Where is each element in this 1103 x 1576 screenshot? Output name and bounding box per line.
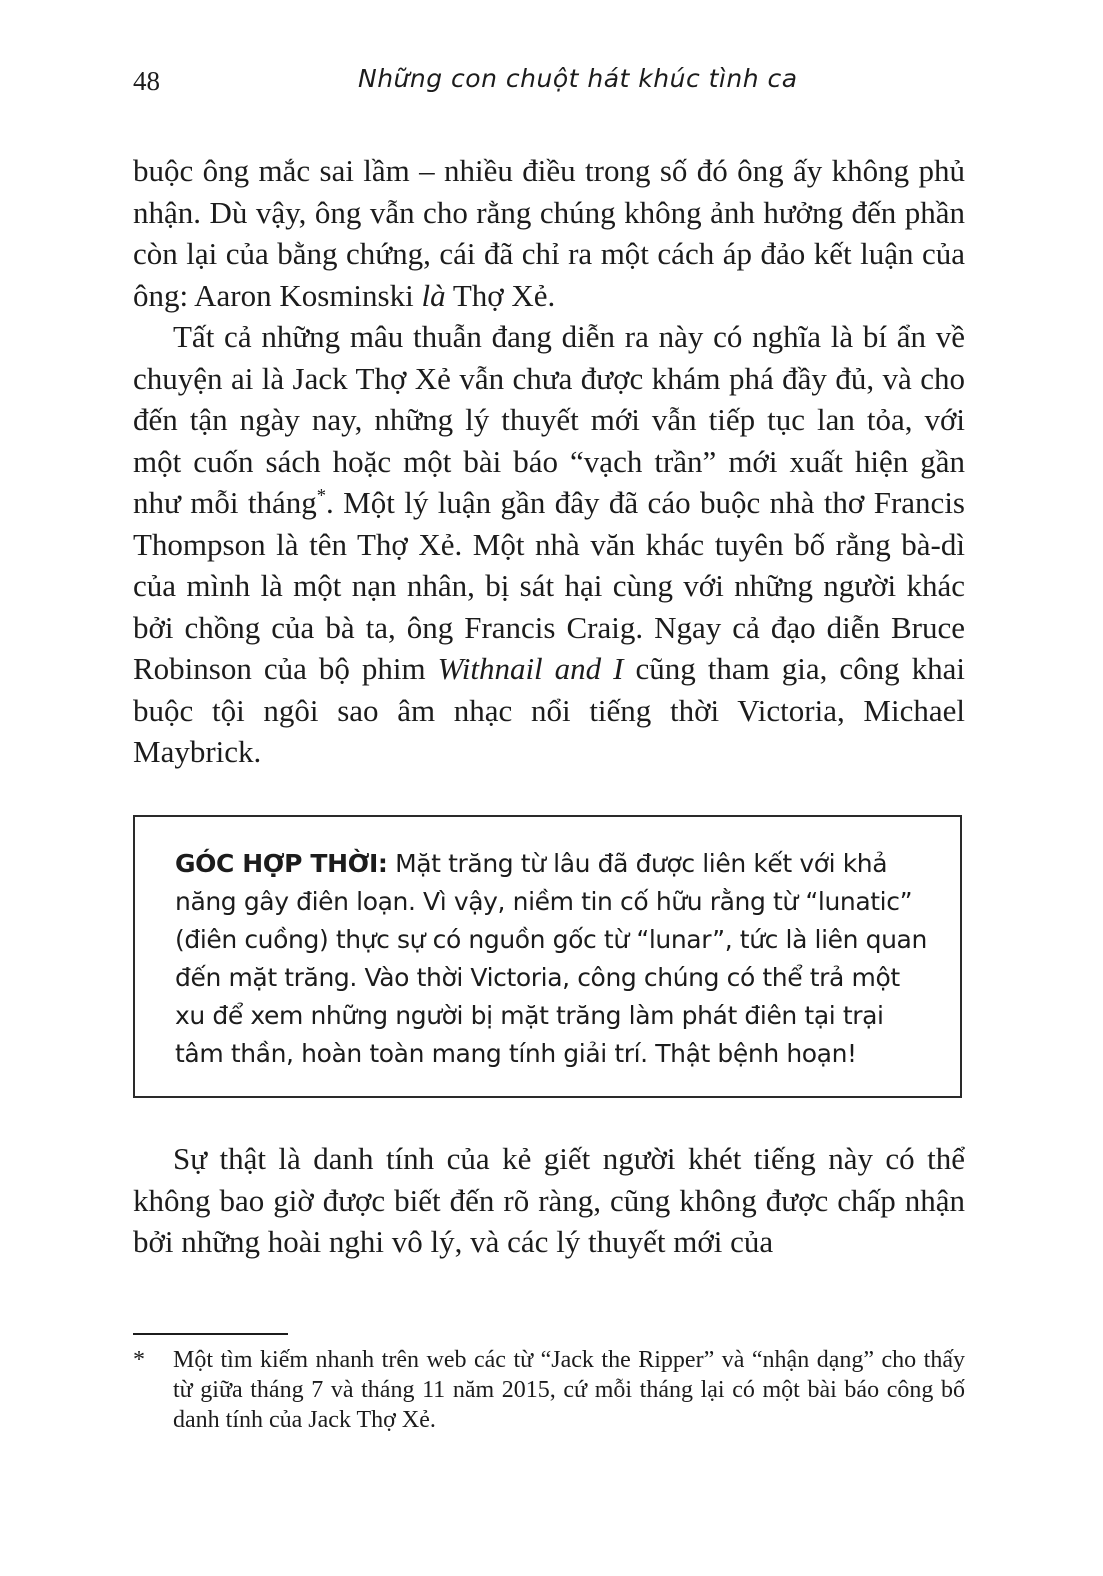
sidebar-body: Mặt trăng từ lâu đã được liên kết với khả năng gây điên loạn. Vì vậy, niềm tin cố hữu rằng từ “lunatic” (điên cuồng) thực sự có nguồn gốc từ “lunar”, tức là liên quan đến mặt trăng. Vào thời Victoria, công chúng có thể trả một xu để xem những người bị mặt trăng làm phát điên tại trại tâm thần, hoàn toàn mang tính giải trí. Thật bệnh hoạn! — [175, 849, 927, 1068]
page-header — [133, 66, 963, 110]
footnote-marker: * — [133, 1347, 145, 1373]
body-text-top — [133, 150, 965, 773]
footnote-text: Một tìm kiếm nhanh trên web các từ “Jack the Ripper” và “nhận dạng” cho thấy từ giữa tháng 7 và tháng 11 năm 2015, cứ mỗi tháng lại có một bài báo công bố danh tính của Jack Thợ Xẻ. — [173, 1347, 965, 1433]
footnote-divider — [133, 1333, 288, 1335]
film-title: Withnail and I — [437, 651, 624, 686]
footnote — [133, 1345, 965, 1435]
sidebar-box — [133, 815, 962, 1098]
paragraph-2: Tất cả những mâu thuẫn đang diễn ra này có nghĩa là bí ẩn về chuyện ai là Jack Thợ Xẻ vẫn chưa được khám phá đầy đủ, và cho đến tận ngày nay, những lý thuyết mới vẫn tiếp tục lan tỏa, với một cuốn sách hoặc một bài báo “vạch trần” mới xuất hiện gần như mỗi tháng*. Một lý luận gần đây đã cáo buộc nhà thơ Francis Thompson là tên Thợ Xẻ. Một nhà văn khác tuyên bố rằng bà-dì của mình là một nạn nhân, bị sát hại cùng với những người khác bởi chồng của bà ta, ông Francis Craig. Ngay cả đạo diễn Bruce Robinson của bộ phim Withnail and I cũng tham gia, công khai buộc tội ngôi sao âm nhạc nổi tiếng thời Victoria, Michael Maybrick. — [133, 319, 965, 769]
sidebar-text — [175, 845, 935, 1073]
body-text-bottom — [133, 1138, 965, 1263]
paragraph-3: Sự thật là danh tính của kẻ giết người khét tiếng này có thể không bao giờ được biết đến rõ ràng, cũng không được chấp nhận bởi những hoài nghi vô lý, và các lý thuyết mới của — [133, 1141, 965, 1259]
running-title: Những con chuột hát khúc tình ca — [358, 64, 798, 93]
emphasis-la: là — [421, 277, 446, 313]
page-number: 48 — [133, 66, 160, 96]
footnote-reference: * — [316, 485, 327, 507]
sidebar-label: GÓC HỢP THỜI: — [175, 849, 388, 878]
paragraph-1: buộc ông mắc sai lầm – nhiều điều trong số đó ông ấy không phủ nhận. Dù vậy, ông vẫn cho rằng chúng không ảnh hưởng đến phần còn lại của bằng chứng, cái đã chỉ ra một cách áp đảo kết luận của ông: Aaron Kosminski là Thợ Xẻ. — [133, 153, 965, 313]
